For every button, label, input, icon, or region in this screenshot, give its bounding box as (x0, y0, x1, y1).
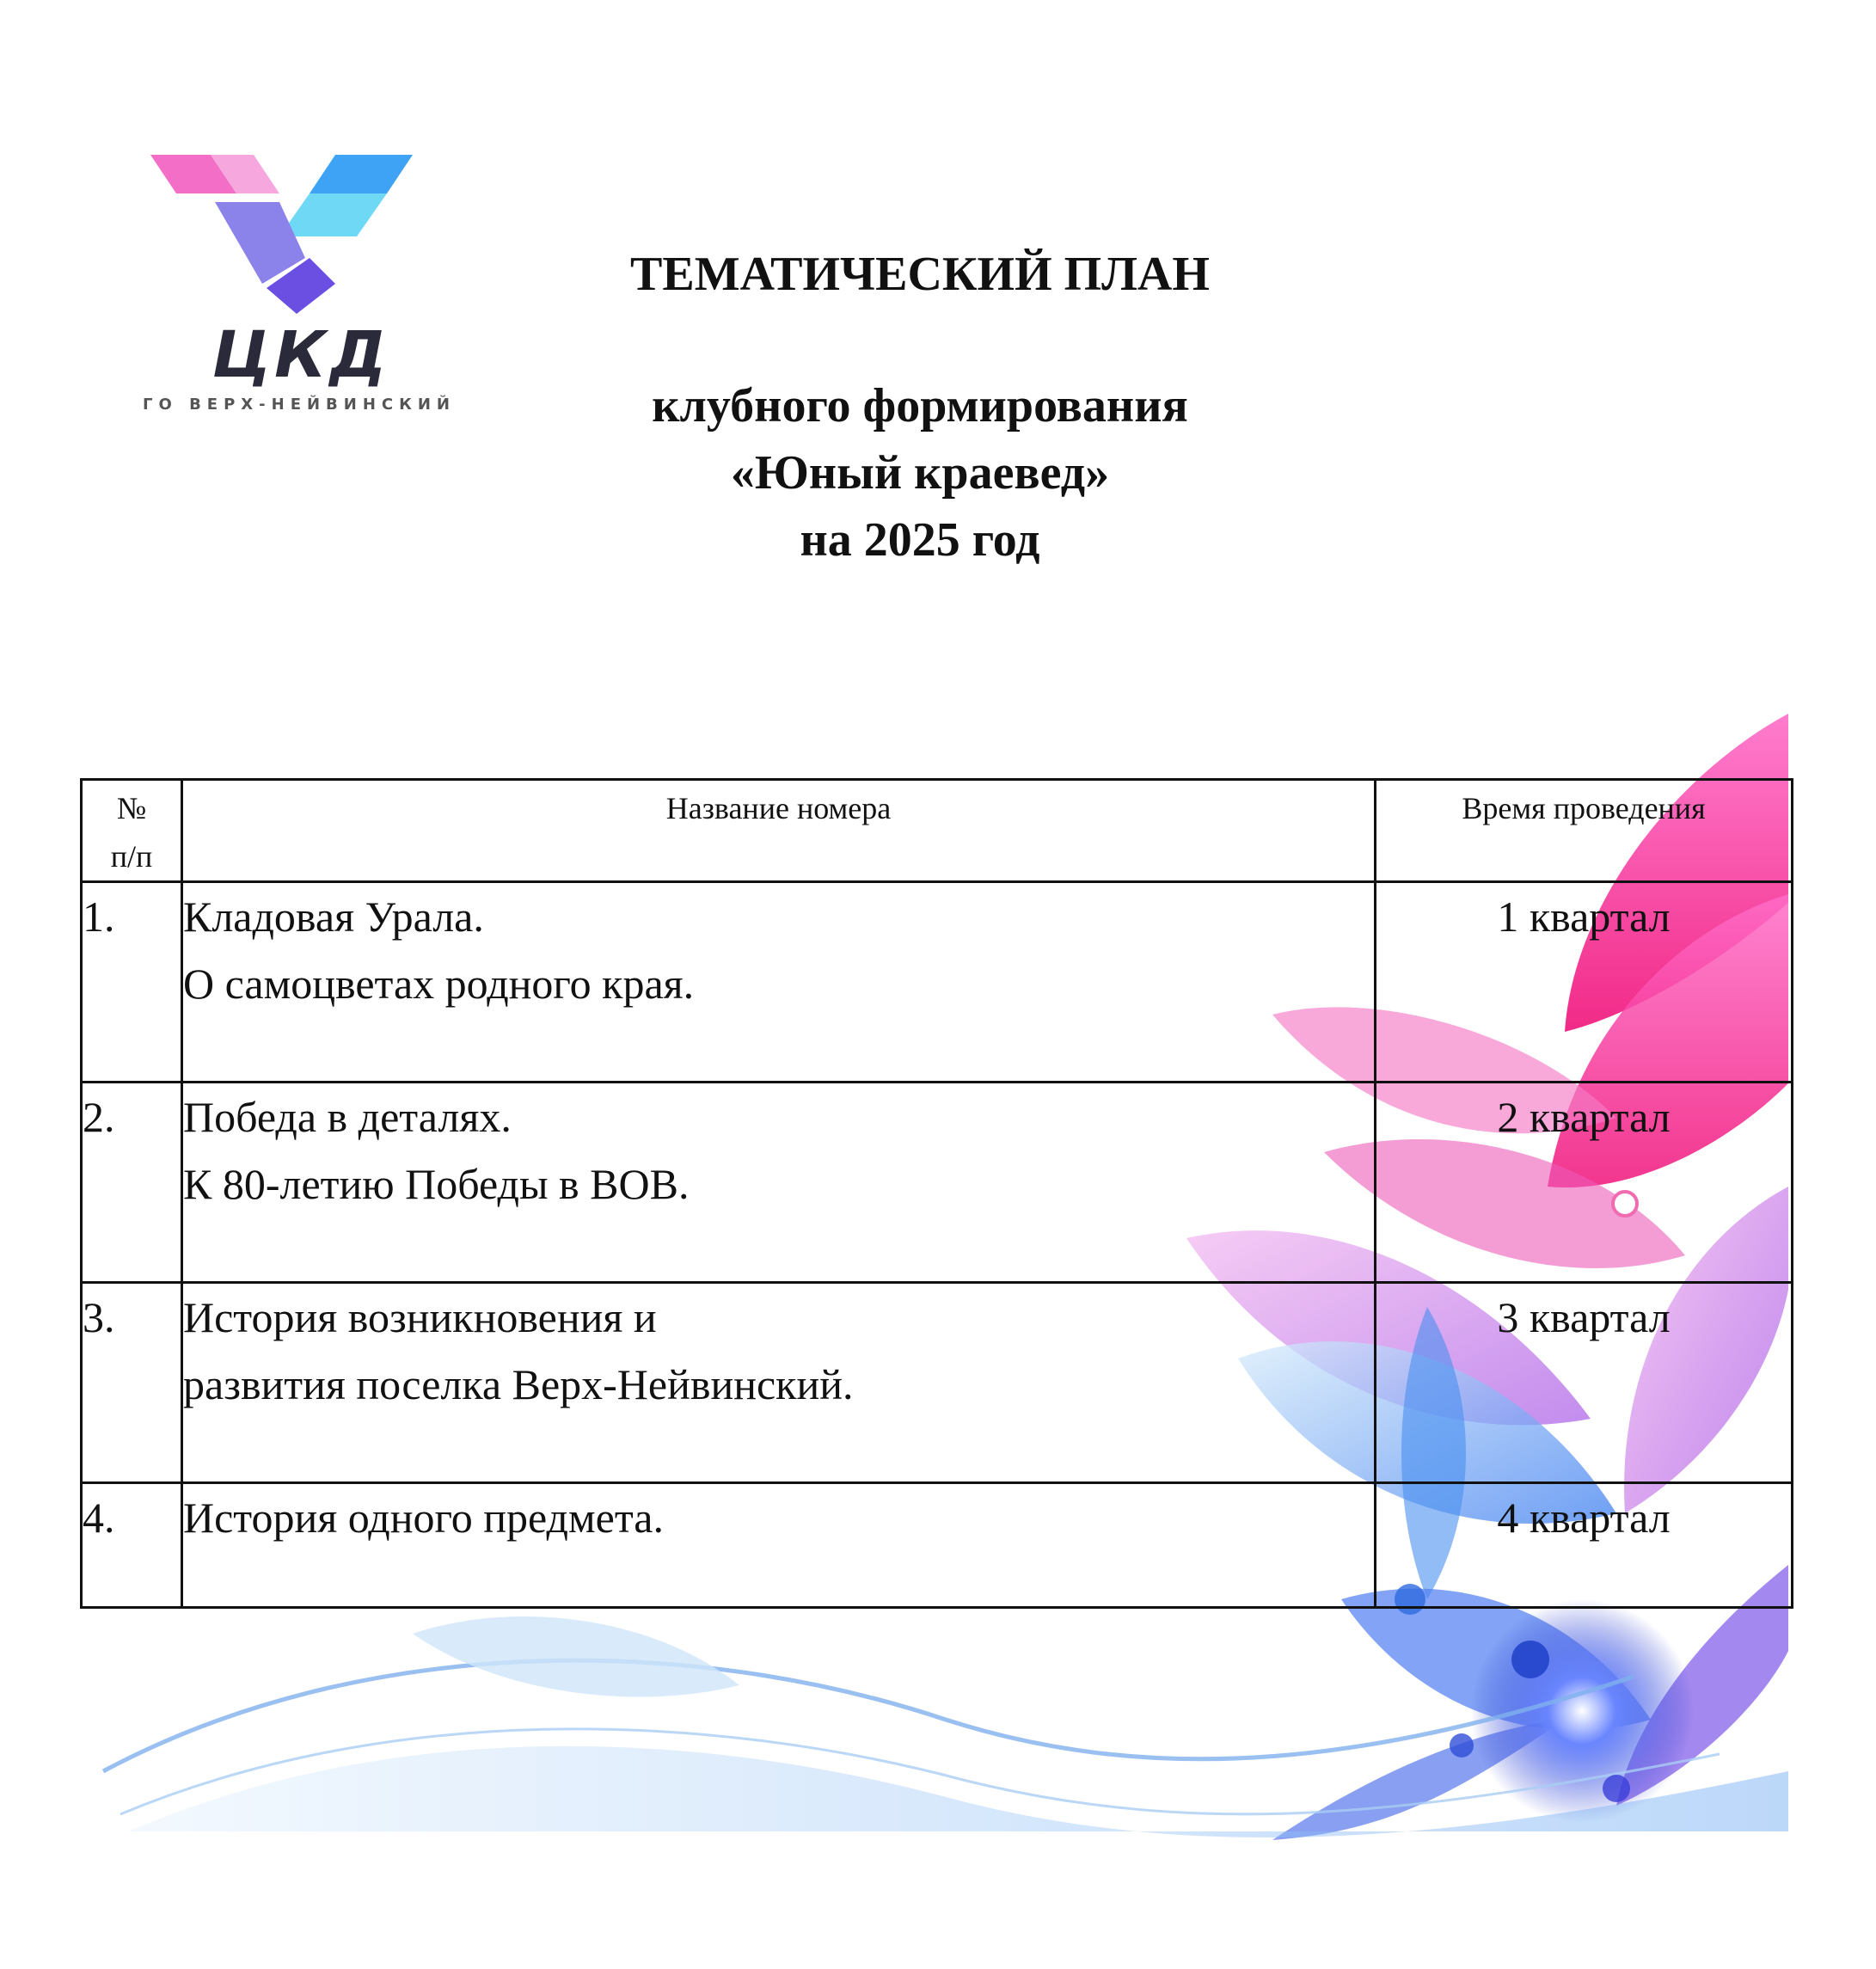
logo-abbreviation: ЦКД (212, 318, 390, 392)
row-title-line-1: История одного предмета. (183, 1494, 664, 1542)
header-number (82, 780, 182, 882)
row-number: 2. (82, 1083, 182, 1283)
row-time: 1 квартал (1376, 882, 1793, 1083)
organization-logo (103, 138, 499, 430)
row-time: 2 квартал (1376, 1083, 1793, 1283)
row-time: 3 квартал (1376, 1283, 1793, 1483)
table-row (82, 1483, 1793, 1608)
swirl-wave-1 (103, 1660, 1634, 1771)
table-row (82, 1283, 1793, 1483)
document-header (481, 241, 1358, 574)
header-number-line-1: № (116, 791, 147, 825)
blue-dot-4 (1603, 1775, 1630, 1802)
subtitle-line-1: клубного формирования (652, 379, 1188, 432)
table-row (82, 882, 1793, 1083)
plan-table (80, 778, 1793, 1609)
row-title-line-1: История возникновения и (183, 1293, 657, 1341)
row-title (182, 882, 1376, 1083)
header-time: Время проведения (1376, 780, 1793, 882)
row-title-line-1: Кладовая Урала. (183, 892, 484, 941)
logo-emblem-icon (150, 155, 426, 327)
header-name: Название номера (182, 780, 1376, 882)
row-number: 4. (82, 1483, 182, 1608)
row-time: 4 квартал (1376, 1483, 1793, 1608)
light-blue-leaf (413, 1616, 739, 1697)
row-title-line-2: К 80-летию Победы в ВОВ. (183, 1160, 690, 1208)
row-title-line-2: О самоцветах родного края. (183, 960, 695, 1008)
row-number: 3. (82, 1283, 182, 1483)
logo-subtitle: ГО ВЕРХ-НЕЙВИНСКИЙ (143, 396, 456, 414)
row-title-line-2: развития поселка Верх-Нейвинский. (183, 1360, 854, 1408)
row-title (182, 1283, 1376, 1483)
subtitle-line-3: на 2025 год (800, 513, 1040, 567)
table-header-row (82, 780, 1793, 882)
blue-dot-2 (1511, 1641, 1549, 1678)
document-title: ТЕМАТИЧЕСКИЙ ПЛАН (630, 248, 1210, 301)
row-number: 1. (82, 882, 182, 1083)
table-row (82, 1083, 1793, 1283)
row-title (182, 1483, 1376, 1608)
row-title (182, 1083, 1376, 1283)
subtitle-line-2: «Юный краевед» (730, 446, 1110, 500)
blue-dot-3 (1450, 1733, 1474, 1757)
flower-core (1470, 1599, 1694, 1823)
row-title-line-1: Победа в деталях. (183, 1093, 512, 1141)
header-number-line-2: п/п (110, 839, 153, 874)
